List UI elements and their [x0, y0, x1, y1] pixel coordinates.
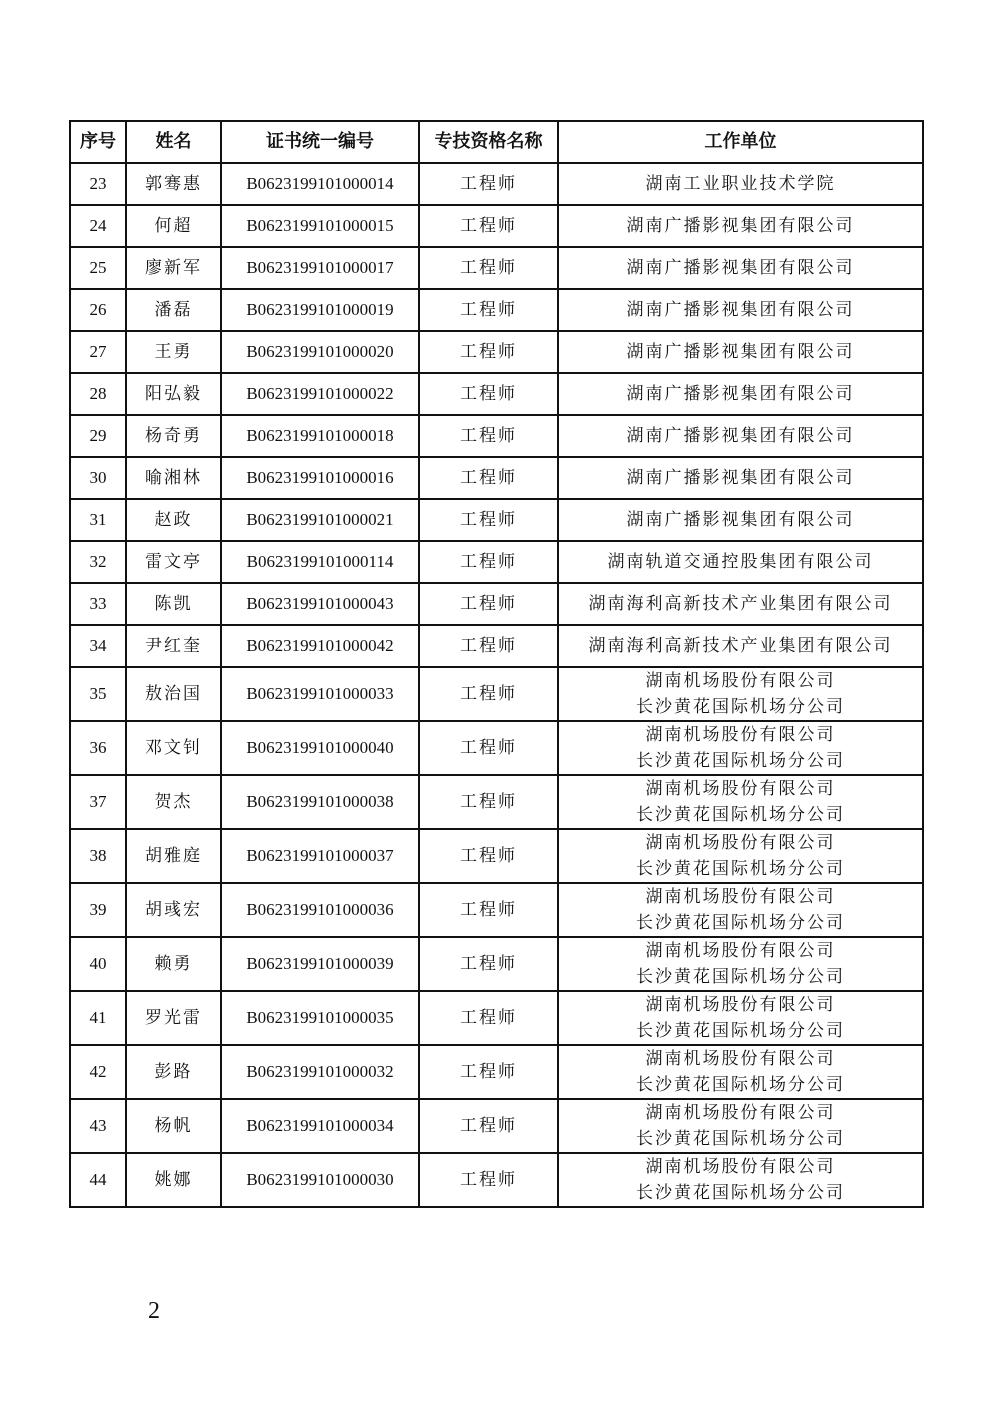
unit-line-1: 湖南广播影视集团有限公司 — [626, 258, 855, 278]
cell-unit — [558, 883, 923, 937]
unit-line-1: 湖南机场股份有限公司 — [645, 995, 836, 1015]
cell-title: 工程师 — [419, 247, 558, 289]
cell-name: 胡彧宏 — [126, 883, 221, 937]
table-row — [70, 373, 923, 415]
unit-line-1: 湖南工业职业技术学院 — [645, 174, 836, 194]
cell-name: 杨帆 — [126, 1099, 221, 1153]
cell-no: 33 — [70, 583, 126, 625]
header-no: 序号 — [70, 121, 126, 163]
cell-title: 工程师 — [419, 991, 558, 1045]
cell-title: 工程师 — [419, 937, 558, 991]
cell-no: 34 — [70, 625, 126, 667]
cell-name: 敖治国 — [126, 667, 221, 721]
cell-name: 潘磊 — [126, 289, 221, 331]
cell-cert: B0623199101000016 — [221, 457, 419, 499]
cell-name: 尹红奎 — [126, 625, 221, 667]
header-title: 专技资格名称 — [419, 121, 558, 163]
cell-no: 41 — [70, 991, 126, 1045]
cell-title: 工程师 — [419, 541, 558, 583]
cell-unit — [558, 163, 923, 205]
unit-line-1: 湖南广播影视集团有限公司 — [626, 216, 855, 236]
unit-line-1: 湖南机场股份有限公司 — [645, 671, 836, 691]
cell-name: 彭路 — [126, 1045, 221, 1099]
cell-cert: B0623199101000034 — [221, 1099, 419, 1153]
cell-no: 28 — [70, 373, 126, 415]
cell-unit — [558, 415, 923, 457]
cell-cert: B0623199101000033 — [221, 667, 419, 721]
cell-no: 32 — [70, 541, 126, 583]
cell-name: 贺杰 — [126, 775, 221, 829]
cell-unit — [558, 205, 923, 247]
cell-unit — [558, 1099, 923, 1153]
cell-unit — [558, 775, 923, 829]
cell-unit — [558, 457, 923, 499]
unit-line-1: 湖南海利高新技术产业集团有限公司 — [588, 636, 893, 656]
unit-line-1: 湖南广播影视集团有限公司 — [626, 510, 855, 530]
unit-line-2: 长沙黄花国际机场分公司 — [636, 1021, 845, 1041]
unit-line-1: 湖南机场股份有限公司 — [645, 1049, 836, 1069]
cell-cert: B0623199101000022 — [221, 373, 419, 415]
unit-line-1: 湖南广播影视集团有限公司 — [626, 468, 855, 488]
unit-line-1: 湖南机场股份有限公司 — [645, 779, 836, 799]
cell-no: 36 — [70, 721, 126, 775]
cell-title: 工程师 — [419, 1099, 558, 1153]
cell-no: 37 — [70, 775, 126, 829]
cell-no: 29 — [70, 415, 126, 457]
cell-cert: B0623199101000015 — [221, 205, 419, 247]
cell-unit — [558, 667, 923, 721]
unit-line-2: 长沙黄花国际机场分公司 — [636, 1183, 845, 1203]
cell-cert: B0623199101000042 — [221, 625, 419, 667]
cell-unit — [558, 499, 923, 541]
table-row — [70, 415, 923, 457]
table-row — [70, 1045, 923, 1099]
unit-line-1: 湖南广播影视集团有限公司 — [626, 300, 855, 320]
cell-unit — [558, 247, 923, 289]
cell-title: 工程师 — [419, 667, 558, 721]
cell-no: 42 — [70, 1045, 126, 1099]
cell-no: 43 — [70, 1099, 126, 1153]
cell-name: 邓文钊 — [126, 721, 221, 775]
qualification-roster-table — [69, 120, 924, 1208]
unit-line-2: 长沙黄花国际机场分公司 — [636, 805, 845, 825]
table-row — [70, 289, 923, 331]
cell-cert: B0623199101000017 — [221, 247, 419, 289]
cell-title: 工程师 — [419, 373, 558, 415]
cell-no: 38 — [70, 829, 126, 883]
cell-title: 工程师 — [419, 163, 558, 205]
unit-line-2: 长沙黄花国际机场分公司 — [636, 1075, 845, 1095]
cell-title: 工程师 — [419, 883, 558, 937]
cell-unit — [558, 289, 923, 331]
cell-cert: B0623199101000030 — [221, 1153, 419, 1207]
header-unit: 工作单位 — [558, 121, 923, 163]
cell-title: 工程师 — [419, 775, 558, 829]
cell-name: 赖勇 — [126, 937, 221, 991]
table-row — [70, 457, 923, 499]
cell-title: 工程师 — [419, 583, 558, 625]
cell-name: 姚娜 — [126, 1153, 221, 1207]
cell-cert: B0623199101000038 — [221, 775, 419, 829]
table-row — [70, 721, 923, 775]
cell-name: 雷文亭 — [126, 541, 221, 583]
cell-name: 廖新军 — [126, 247, 221, 289]
cell-title: 工程师 — [419, 829, 558, 883]
unit-line-2: 长沙黄花国际机场分公司 — [636, 913, 845, 933]
unit-line-1: 湖南海利高新技术产业集团有限公司 — [588, 594, 893, 614]
cell-unit — [558, 829, 923, 883]
cell-no: 23 — [70, 163, 126, 205]
unit-line-1: 湖南机场股份有限公司 — [645, 833, 836, 853]
table-row — [70, 1099, 923, 1153]
cell-name: 杨奇勇 — [126, 415, 221, 457]
cell-unit — [558, 1153, 923, 1207]
cell-unit — [558, 1045, 923, 1099]
table-row — [70, 247, 923, 289]
unit-line-2: 长沙黄花国际机场分公司 — [636, 967, 845, 987]
cell-cert: B0623199101000021 — [221, 499, 419, 541]
cell-no: 25 — [70, 247, 126, 289]
cell-title: 工程师 — [419, 1153, 558, 1207]
table-row — [70, 499, 923, 541]
cell-name: 阳弘毅 — [126, 373, 221, 415]
unit-line-2: 长沙黄花国际机场分公司 — [636, 751, 845, 771]
cell-no: 40 — [70, 937, 126, 991]
cell-unit — [558, 373, 923, 415]
unit-line-1: 湖南机场股份有限公司 — [645, 725, 836, 745]
cell-name: 陈凯 — [126, 583, 221, 625]
cell-no: 30 — [70, 457, 126, 499]
page-number: 2 — [148, 1298, 160, 1324]
cell-cert: B0623199101000014 — [221, 163, 419, 205]
unit-line-2: 长沙黄花国际机场分公司 — [636, 697, 845, 717]
cell-cert: B0623199101000019 — [221, 289, 419, 331]
cell-no: 44 — [70, 1153, 126, 1207]
cell-title: 工程师 — [419, 1045, 558, 1099]
table-row — [70, 541, 923, 583]
cell-name: 赵政 — [126, 499, 221, 541]
cell-title: 工程师 — [419, 625, 558, 667]
cell-cert: B0623199101000020 — [221, 331, 419, 373]
header-row — [70, 121, 923, 163]
cell-no: 35 — [70, 667, 126, 721]
cell-title: 工程师 — [419, 415, 558, 457]
table-row — [70, 583, 923, 625]
cell-cert: B0623199101000037 — [221, 829, 419, 883]
header-name: 姓名 — [126, 121, 221, 163]
cell-unit — [558, 937, 923, 991]
unit-line-1: 湖南广播影视集团有限公司 — [626, 384, 855, 404]
cell-unit — [558, 583, 923, 625]
unit-line-1: 湖南轨道交通控股集团有限公司 — [607, 552, 874, 572]
cell-no: 26 — [70, 289, 126, 331]
cell-name: 喻湘林 — [126, 457, 221, 499]
cell-title: 工程师 — [419, 331, 558, 373]
table-body — [70, 163, 923, 1207]
cell-cert: B0623199101000043 — [221, 583, 419, 625]
table-row — [70, 205, 923, 247]
unit-line-2: 长沙黄花国际机场分公司 — [636, 1129, 845, 1149]
cell-cert: B0623199101000035 — [221, 991, 419, 1045]
cell-title: 工程师 — [419, 205, 558, 247]
cell-title: 工程师 — [419, 289, 558, 331]
header-cert: 证书统一编号 — [221, 121, 419, 163]
unit-line-1: 湖南机场股份有限公司 — [645, 1157, 836, 1177]
cell-cert: B0623199101000040 — [221, 721, 419, 775]
unit-line-2: 长沙黄花国际机场分公司 — [636, 859, 845, 879]
cell-title: 工程师 — [419, 499, 558, 541]
cell-cert: B0623199101000036 — [221, 883, 419, 937]
cell-cert: B0623199101000018 — [221, 415, 419, 457]
unit-line-1: 湖南机场股份有限公司 — [645, 1103, 836, 1123]
cell-unit — [558, 331, 923, 373]
cell-no: 24 — [70, 205, 126, 247]
cell-no: 39 — [70, 883, 126, 937]
unit-line-1: 湖南机场股份有限公司 — [645, 941, 836, 961]
table-row — [70, 775, 923, 829]
cell-name: 胡雅庭 — [126, 829, 221, 883]
cell-name: 郭骞惠 — [126, 163, 221, 205]
cell-cert: B0623199101000032 — [221, 1045, 419, 1099]
table-row — [70, 163, 923, 205]
cell-cert: B0623199101000114 — [221, 541, 419, 583]
table-row — [70, 937, 923, 991]
table-row — [70, 667, 923, 721]
table-row — [70, 829, 923, 883]
table-row — [70, 625, 923, 667]
cell-no: 27 — [70, 331, 126, 373]
cell-name: 何超 — [126, 205, 221, 247]
cell-unit — [558, 721, 923, 775]
cell-no: 31 — [70, 499, 126, 541]
cell-unit — [558, 541, 923, 583]
cell-title: 工程师 — [419, 457, 558, 499]
table-row — [70, 1153, 923, 1207]
unit-line-1: 湖南机场股份有限公司 — [645, 887, 836, 907]
unit-line-1: 湖南广播影视集团有限公司 — [626, 342, 855, 362]
cell-name: 王勇 — [126, 331, 221, 373]
cell-name: 罗光雷 — [126, 991, 221, 1045]
unit-line-1: 湖南广播影视集团有限公司 — [626, 426, 855, 446]
table-row — [70, 331, 923, 373]
cell-title: 工程师 — [419, 721, 558, 775]
table-row — [70, 991, 923, 1045]
table-row — [70, 883, 923, 937]
cell-unit — [558, 991, 923, 1045]
cell-cert: B0623199101000039 — [221, 937, 419, 991]
cell-unit — [558, 625, 923, 667]
